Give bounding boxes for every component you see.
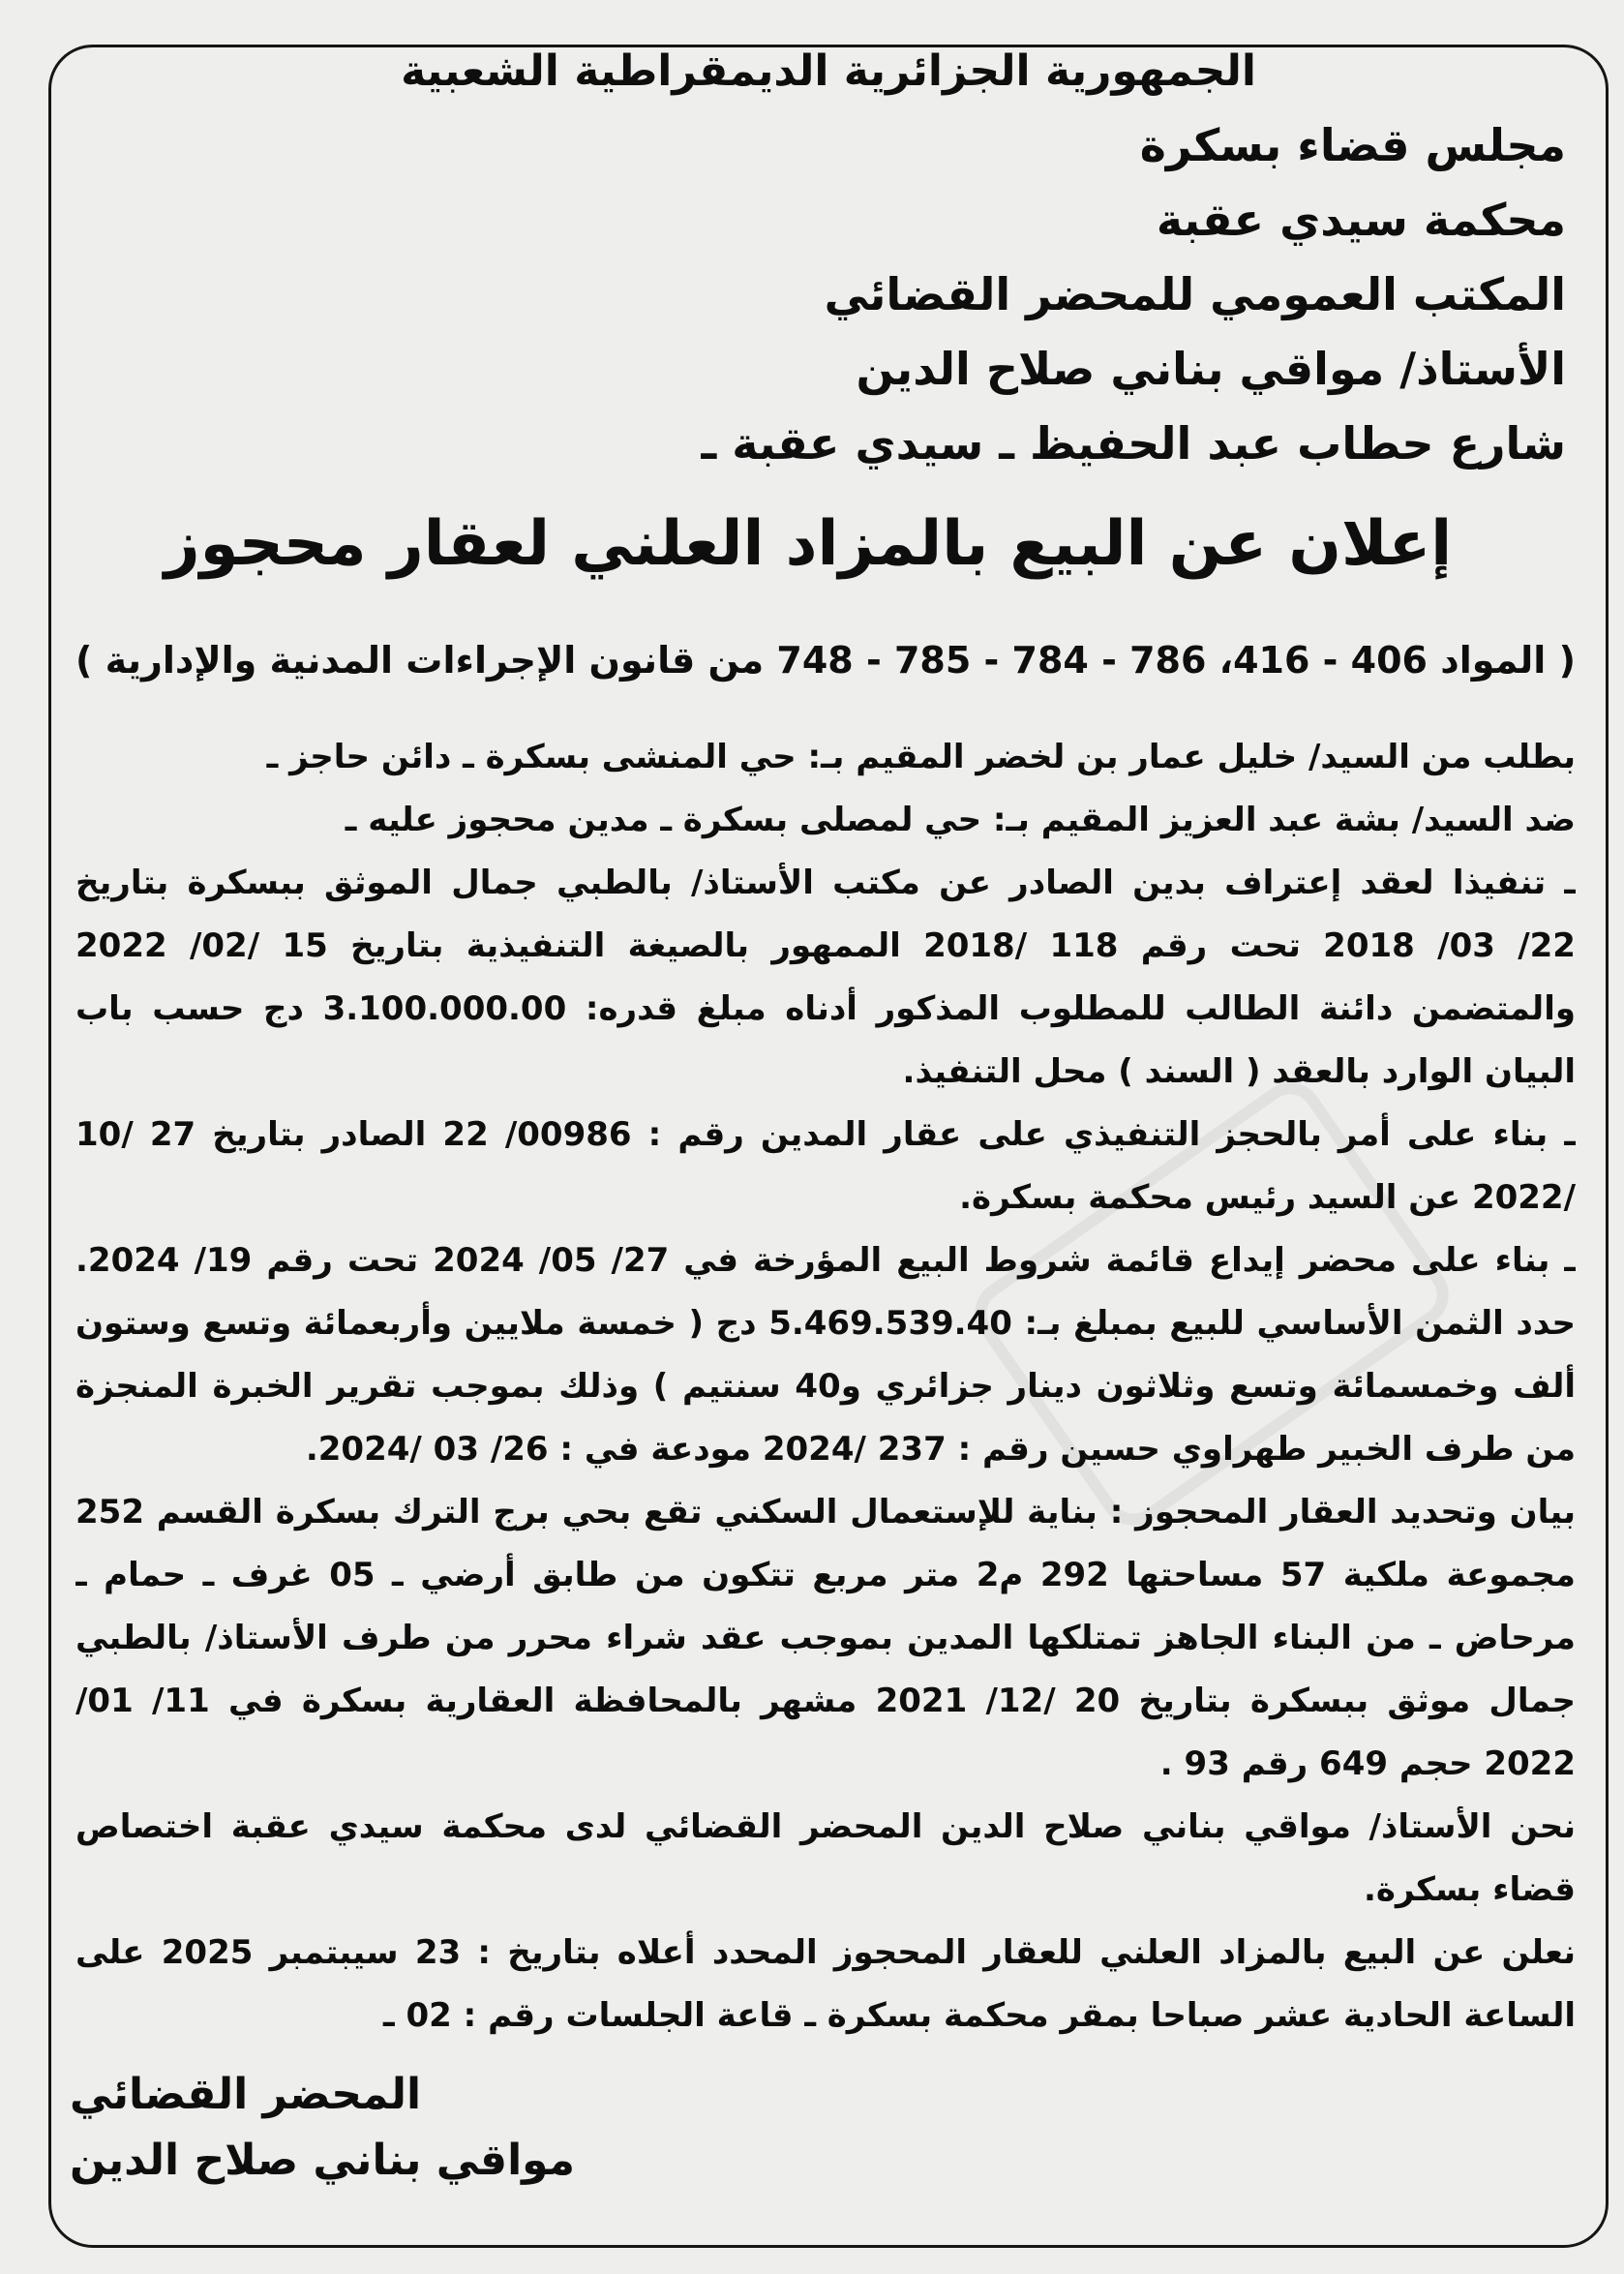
notice-line: مجموعة ملكية 57 مساحتها 292 م2 متر مربع تتكون من طابق أرضي ـ 05 غرف ـ حمام ـ xyxy=(75,1556,1576,1594)
notice-line: البيان الوارد بالعقد ( السند ) محل التنفيذ. xyxy=(902,1052,1576,1091)
notice-line: ألف وخمسمائة وتسع وثلاثون دينار جزائري و40 سنتيم ) وذلك بموجب تقرير الخبرة المنجزة xyxy=(75,1367,1576,1406)
notice-line: نحن الأستاذ/ مواقي بناني صلاح الدين المحضر القضائي لدى محكمة سيدي عقبة اختصاص xyxy=(75,1807,1576,1846)
republic-heading-block xyxy=(51,43,1606,101)
paragraph-request xyxy=(75,726,1576,789)
notice-line: ـ بناء على محضر إيداع قائمة شروط البيع المؤرخة في 27/ 05/ 2024 تحت رقم 19/ 2024. xyxy=(75,1241,1576,1280)
notice-line: مرحاض ـ من البناء الجاهز تمتلكها المدين بموجب عقد شراء محرر من طرف الأستاذ/ بالطبي xyxy=(75,1619,1576,1657)
paragraph-property-description xyxy=(75,1481,1576,1796)
notice-line: ضد السيد/ بشة عبد العزيز المقيم بـ: حي لمصلى بسكرة ـ مدين محجوز عليه ـ xyxy=(345,801,1576,839)
notice-line: من طرف الخبير طهراوي حسين رقم : 237 /2024 مودعة في : 26/ 03 /2024. xyxy=(305,1430,1576,1469)
notice-line: بيان وتحديد العقار المحجوز : بناية للإستعمال السكني تقع بحي برج الترك بسكرة القسم 252 xyxy=(75,1493,1576,1531)
issuer-header xyxy=(405,108,1566,481)
notice-line: ـ تنفيذا لعقد إعتراف بدين الصادر عن مكتب الأستاذ/ بالطبي جمال الموثق ببسكرة بتاريخ xyxy=(75,864,1576,902)
notice-line: 2022 حجم 649 رقم 93 . xyxy=(1159,1744,1576,1783)
notice-line: والمتضمن دائنة الطالب للمطلوب المذكور أدناه مبلغ قدره: 3.100.000.00 دج حسب باب xyxy=(75,989,1576,1028)
signature-block xyxy=(70,2062,747,2194)
issuer-line-office: المكتب العمومي للمحضر القضائي xyxy=(824,268,1566,320)
legal-reference-block xyxy=(75,634,1576,686)
notice-line: حدد الثمن الأساسي للبيع بمبلغ بـ: 5.469.539.40 دج ( خمسة ملايين وأربعمائة وتسع وستون xyxy=(75,1304,1576,1343)
legal-reference: ( المواد 406 - 416، 786 - 784 - 785 - 748 من قانون الإجراءات المدنية والإدارية ) xyxy=(75,639,1576,682)
notice-line: 22/ 03/ 2018 تحت رقم 118 /2018 الممهور بالصيغة التنفيذية بتاريخ 15 /02/ 2022 xyxy=(75,926,1576,965)
issuer-line-court: محكمة سيدي عقبة xyxy=(1156,194,1566,246)
notice-title: إعلان عن البيع بالمزاد العلني لعقار محجوز xyxy=(164,508,1453,580)
signature-name: مواقي بناني صلاح الدين xyxy=(70,2136,576,2185)
paragraph-against xyxy=(75,789,1576,852)
notice-line: جمال موثق ببسكرة بتاريخ 20 /12/ 2021 مشهر بالمحافظة العقارية بسكرة في 11/ 01/ xyxy=(75,1682,1576,1720)
issuer-line-address: شارع حطاب عبد الحفيظ ـ سيدي عقبة ـ xyxy=(701,417,1566,470)
notice-line: ـ بناء على أمر بالحجز التنفيذي على عقار المدين رقم : 00986/ 22 الصادر بتاريخ 27 /10 xyxy=(75,1115,1576,1154)
notice-line: بطلب من السيد/ خليل عمار بن لخضر المقيم بـ: حي المنشى بسكرة ـ دائن حاجز ـ xyxy=(266,738,1576,776)
notice-line: /2022 عن السيد رئيس محكمة بسكرة. xyxy=(959,1178,1576,1217)
notice-line: نعلن عن البيع بالمزاد العلني للعقار المحجوز المحدد أعلاه بتاريخ : 23 سيبتمبر 2025 على xyxy=(75,1933,1576,1972)
paragraph-auction-announcement xyxy=(75,1922,1576,2047)
issuer-line-bailiff: الأستاذ/ مواقي بناني صلاح الدين xyxy=(856,343,1566,395)
signature-role: المحضر القضائي xyxy=(70,2070,422,2119)
notice-title-block xyxy=(29,503,1587,585)
notice-line: قضاء بسكرة. xyxy=(1363,1870,1576,1909)
paragraph-enforcement-title xyxy=(75,852,1576,1104)
paragraph-conditions-deposit xyxy=(75,1229,1576,1292)
notice-line: الساعة الحادية عشر صباحا بمقر محكمة بسكرة ـ قاعة الجلسات رقم : 02 ـ xyxy=(383,1996,1576,2035)
notice-body xyxy=(75,726,1576,2047)
issuer-line-council: مجلس قضاء بسكرة xyxy=(1139,119,1566,171)
paragraph-seizure-order xyxy=(75,1104,1576,1229)
republic-heading: الجمهورية الجزائرية الديمقراطية الشعبية xyxy=(401,46,1256,96)
paragraph-base-price xyxy=(75,1292,1576,1481)
paragraph-bailiff-statement xyxy=(75,1796,1576,1922)
